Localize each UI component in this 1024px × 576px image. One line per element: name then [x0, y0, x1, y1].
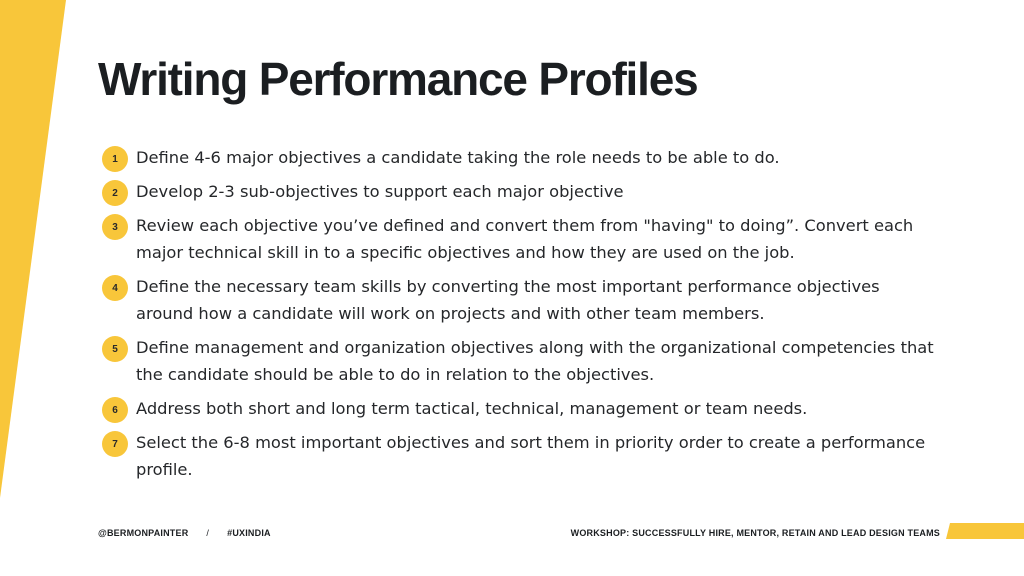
- step-text: Define 4-6 major objectives a candidate taking the role needs to be able to do.: [136, 148, 780, 167]
- step-text: Define management and organization objectives along with the organizational competencies that the candidate should be able to do in relation to the objectives.: [136, 338, 934, 384]
- step-text: Address both short and long term tactical, technical, management or team needs.: [136, 399, 808, 418]
- footer-workshop-title: WORKSHOP: SUCCESSFULLY HIRE, MENTOR, RETAIN AND LEAD DESIGN TEAMS: [570, 528, 940, 538]
- step-number-badge: 6: [102, 397, 128, 423]
- step-number-badge: 5: [102, 336, 128, 362]
- step-number-badge: 4: [102, 275, 128, 301]
- step-number-badge: 3: [102, 214, 128, 240]
- step-text: Define the necessary team skills by converting the most important performance objectives around how a candidate will work on projects and with other team members.: [136, 277, 880, 323]
- step-number-badge: 7: [102, 431, 128, 457]
- footer-hashtag: #UXINDIA: [227, 528, 271, 538]
- step-number-badge: 1: [102, 146, 128, 172]
- steps-list: [102, 144, 942, 490]
- list-item: [102, 395, 942, 422]
- footer-accent-bar: [946, 523, 1024, 539]
- footer-separator: /: [206, 528, 210, 538]
- step-text: Develop 2-3 sub-objectives to support each major objective: [136, 182, 624, 201]
- footer-accent-shape: [946, 523, 1024, 539]
- step-text: Review each objective you’ve defined and convert them from "having" to doing”. Convert each major technical skill in to a specific objectives and how they are used on the job.: [136, 216, 914, 262]
- list-item: [102, 273, 942, 327]
- list-item: [102, 429, 942, 483]
- list-item: [102, 178, 942, 205]
- step-number-badge: 2: [102, 180, 128, 206]
- slide-title: Writing Performance Profiles: [98, 53, 698, 105]
- footer-left: [98, 528, 271, 538]
- step-text: Select the 6-8 most important objectives and sort them in priority order to create a performance profile.: [136, 433, 926, 479]
- left-accent-stripe: [0, 0, 70, 576]
- list-item: [102, 144, 942, 171]
- footer-handle: @BERMONPAINTER: [98, 528, 189, 538]
- list-item: [102, 334, 942, 388]
- list-item: [102, 212, 942, 266]
